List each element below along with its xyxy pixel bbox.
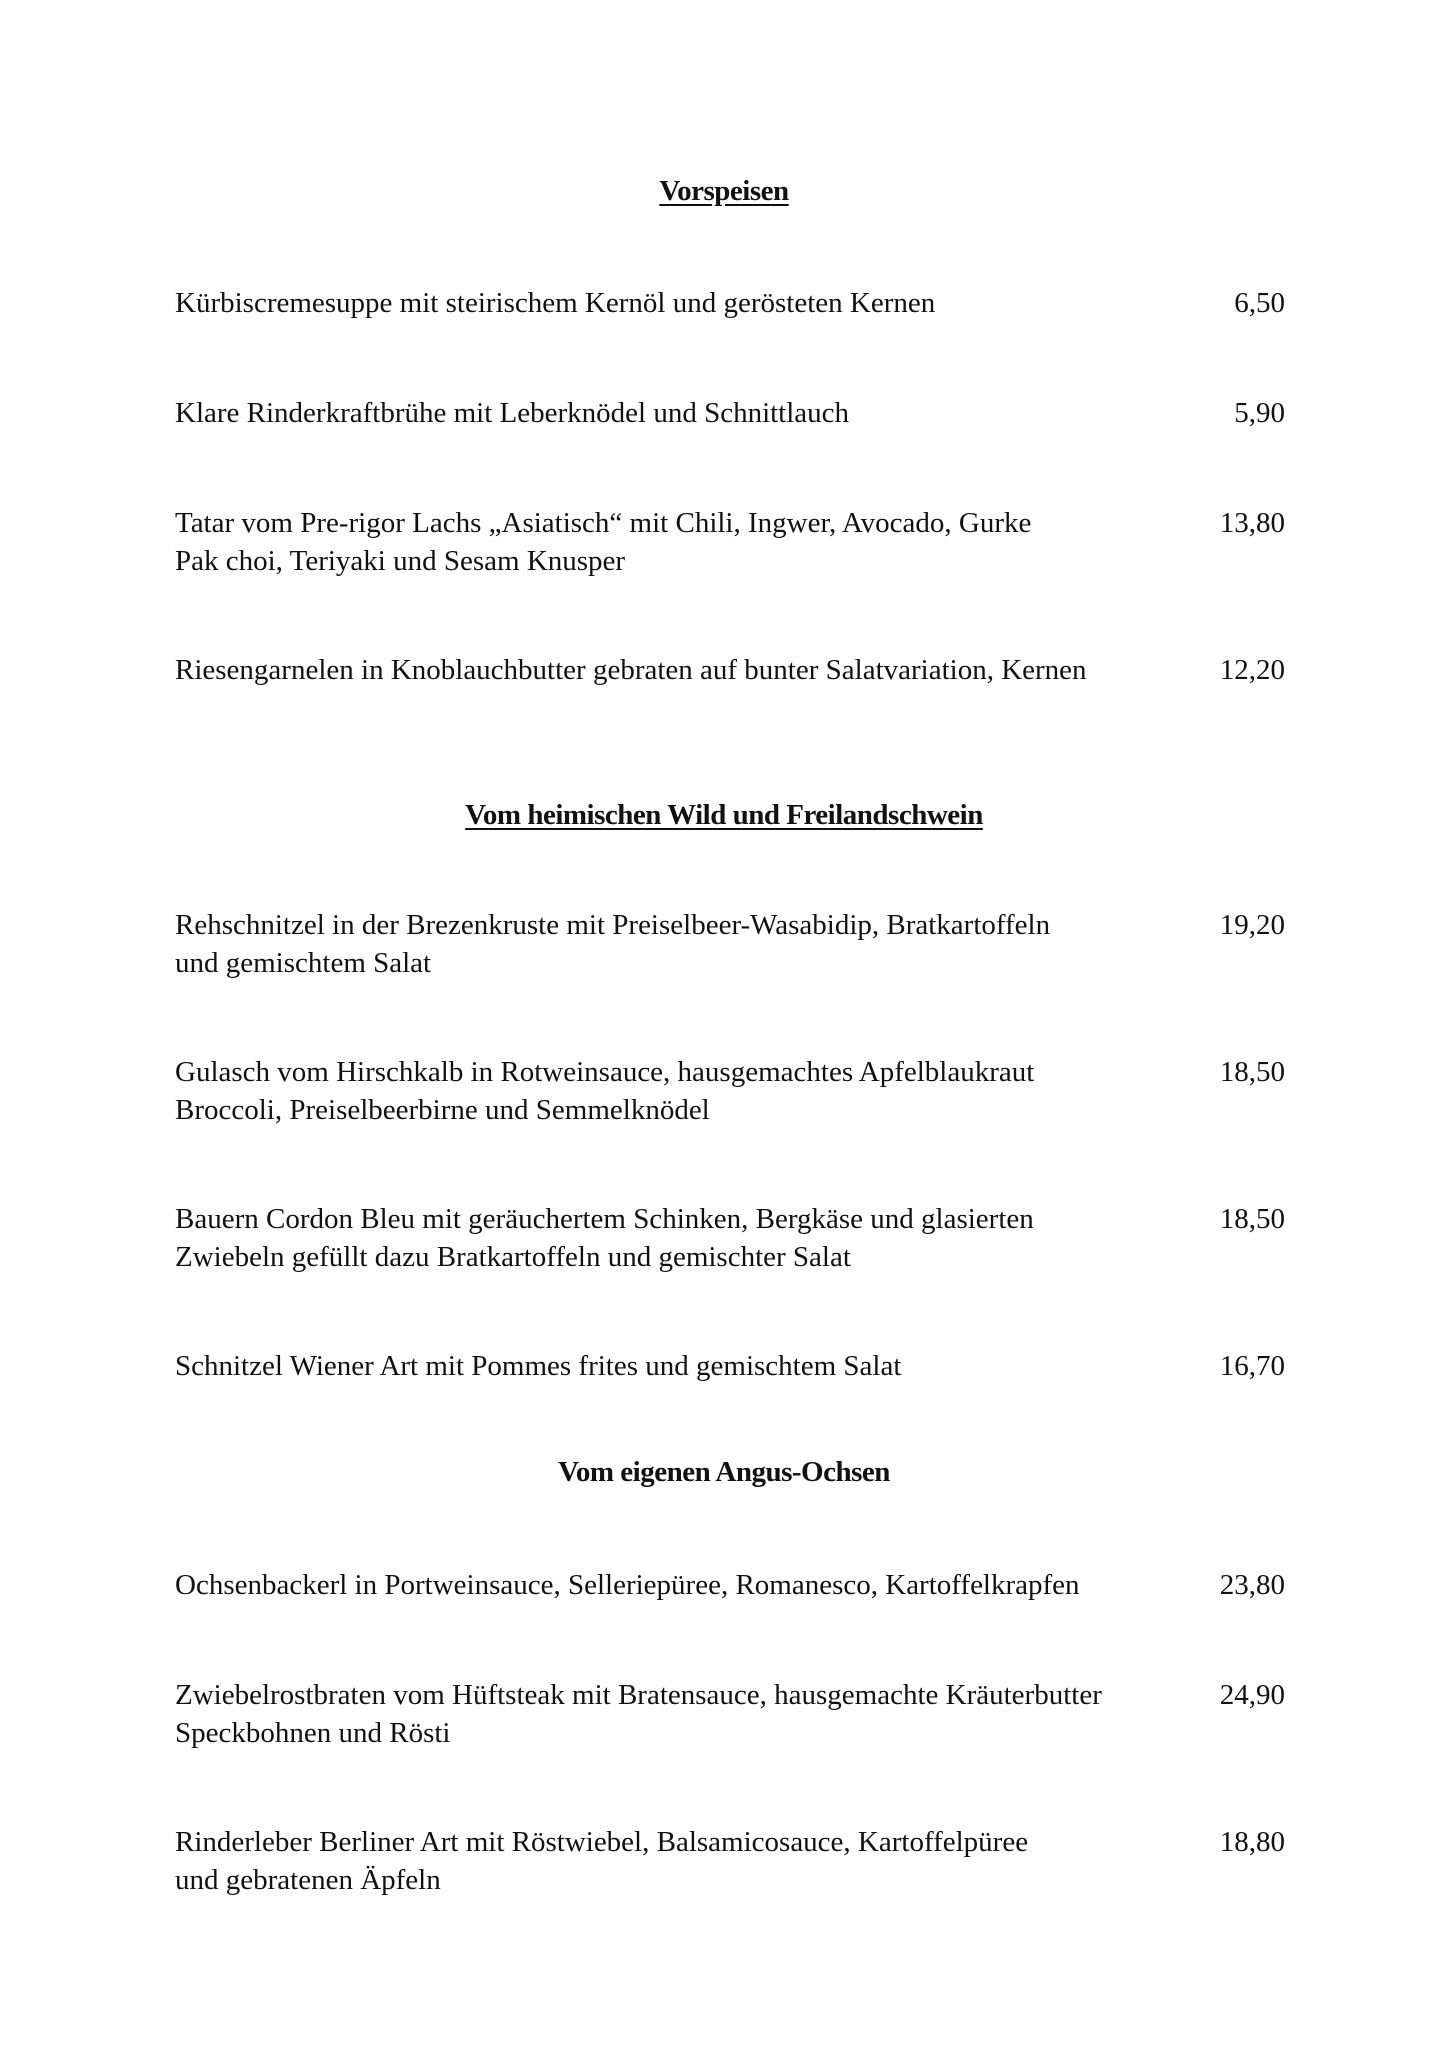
item-description (175, 1347, 1205, 1385)
item-description (175, 651, 1205, 689)
item-price: 18,80 (1219, 1826, 1285, 1858)
item-price: 18,50 (1219, 1056, 1285, 1088)
item-price: 23,80 (1219, 1569, 1285, 1601)
item-description-line: und gemischtem Salat (175, 947, 432, 979)
item-price: 19,20 (1219, 909, 1285, 941)
item-price: 18,50 (1219, 1203, 1285, 1235)
item-description (175, 394, 1205, 432)
item-description-line: Rinderleber Berliner Art mit Röstwiebel, Balsamicosauce, Kartoffelpüree (175, 1826, 1029, 1858)
item-price: 16,70 (1219, 1350, 1285, 1382)
section-heading-angus: Vom eigenen Angus-Ochsen (558, 1456, 890, 1488)
section-heading-wild: Vom heimischen Wild und Freilandschwein (465, 799, 983, 831)
item-description-line: Zwiebelrostbraten vom Hüftsteak mit Bratensauce, hausgemachte Kräuterbutter (175, 1679, 1102, 1711)
item-description-line: Schnitzel Wiener Art mit Pommes frites und gemischtem Salat (175, 1350, 902, 1382)
item-description-line: Tatar vom Pre-rigor Lachs „Asiatisch“ mit Chili, Ingwer, Avocado, Gurke (175, 507, 1032, 539)
item-description (175, 504, 1205, 580)
item-price: 5,90 (1234, 397, 1285, 429)
item-description-line: Klare Rinderkraftbrühe mit Leberknödel und Schnittlauch (175, 397, 850, 429)
item-description (175, 1053, 1205, 1129)
item-description-line: Zwiebeln gefüllt dazu Bratkartoffeln und gemischter Salat (175, 1241, 851, 1273)
item-description (175, 906, 1205, 982)
item-description-line: Ochsenbackerl in Portweinsauce, Selleriepüree, Romanesco, Kartoffelkrapfen (175, 1569, 1080, 1601)
item-description (175, 1566, 1205, 1604)
item-description-line: und gebratenen Äpfeln (175, 1864, 441, 1896)
item-description-line: Gulasch vom Hirschkalb in Rotweinsauce, hausgemachtes Apfelblaukraut (175, 1056, 1035, 1088)
item-price: 13,80 (1219, 507, 1285, 539)
item-description-line: Broccoli, Preiselbeerbirne und Semmelknödel (175, 1094, 710, 1126)
item-description-line: Speckbohnen und Rösti (175, 1717, 451, 1749)
item-description (175, 1676, 1205, 1752)
item-price: 24,90 (1219, 1679, 1285, 1711)
item-price: 12,20 (1219, 654, 1285, 686)
item-description (175, 284, 1205, 322)
item-description-line: Kürbiscremesuppe mit steirischem Kernöl und gerösteten Kernen (175, 287, 936, 319)
section-heading-vorspeisen: Vorspeisen (659, 175, 789, 207)
item-description (175, 1823, 1205, 1899)
item-description-line: Bauern Cordon Bleu mit geräuchertem Schinken, Bergkäse und glasierten (175, 1203, 1034, 1235)
item-description-line: Rehschnitzel in der Brezenkruste mit Preiselbeer-Wasabidip, Bratkartoffeln (175, 909, 1051, 941)
item-description-line: Pak choi, Teriyaki und Sesam Knusper (175, 545, 626, 577)
item-price: 6,50 (1234, 287, 1285, 319)
item-description-line: Riesengarnelen in Knoblauchbutter gebraten auf bunter Salatvariation, Kernen (175, 654, 1087, 686)
item-description (175, 1200, 1205, 1276)
